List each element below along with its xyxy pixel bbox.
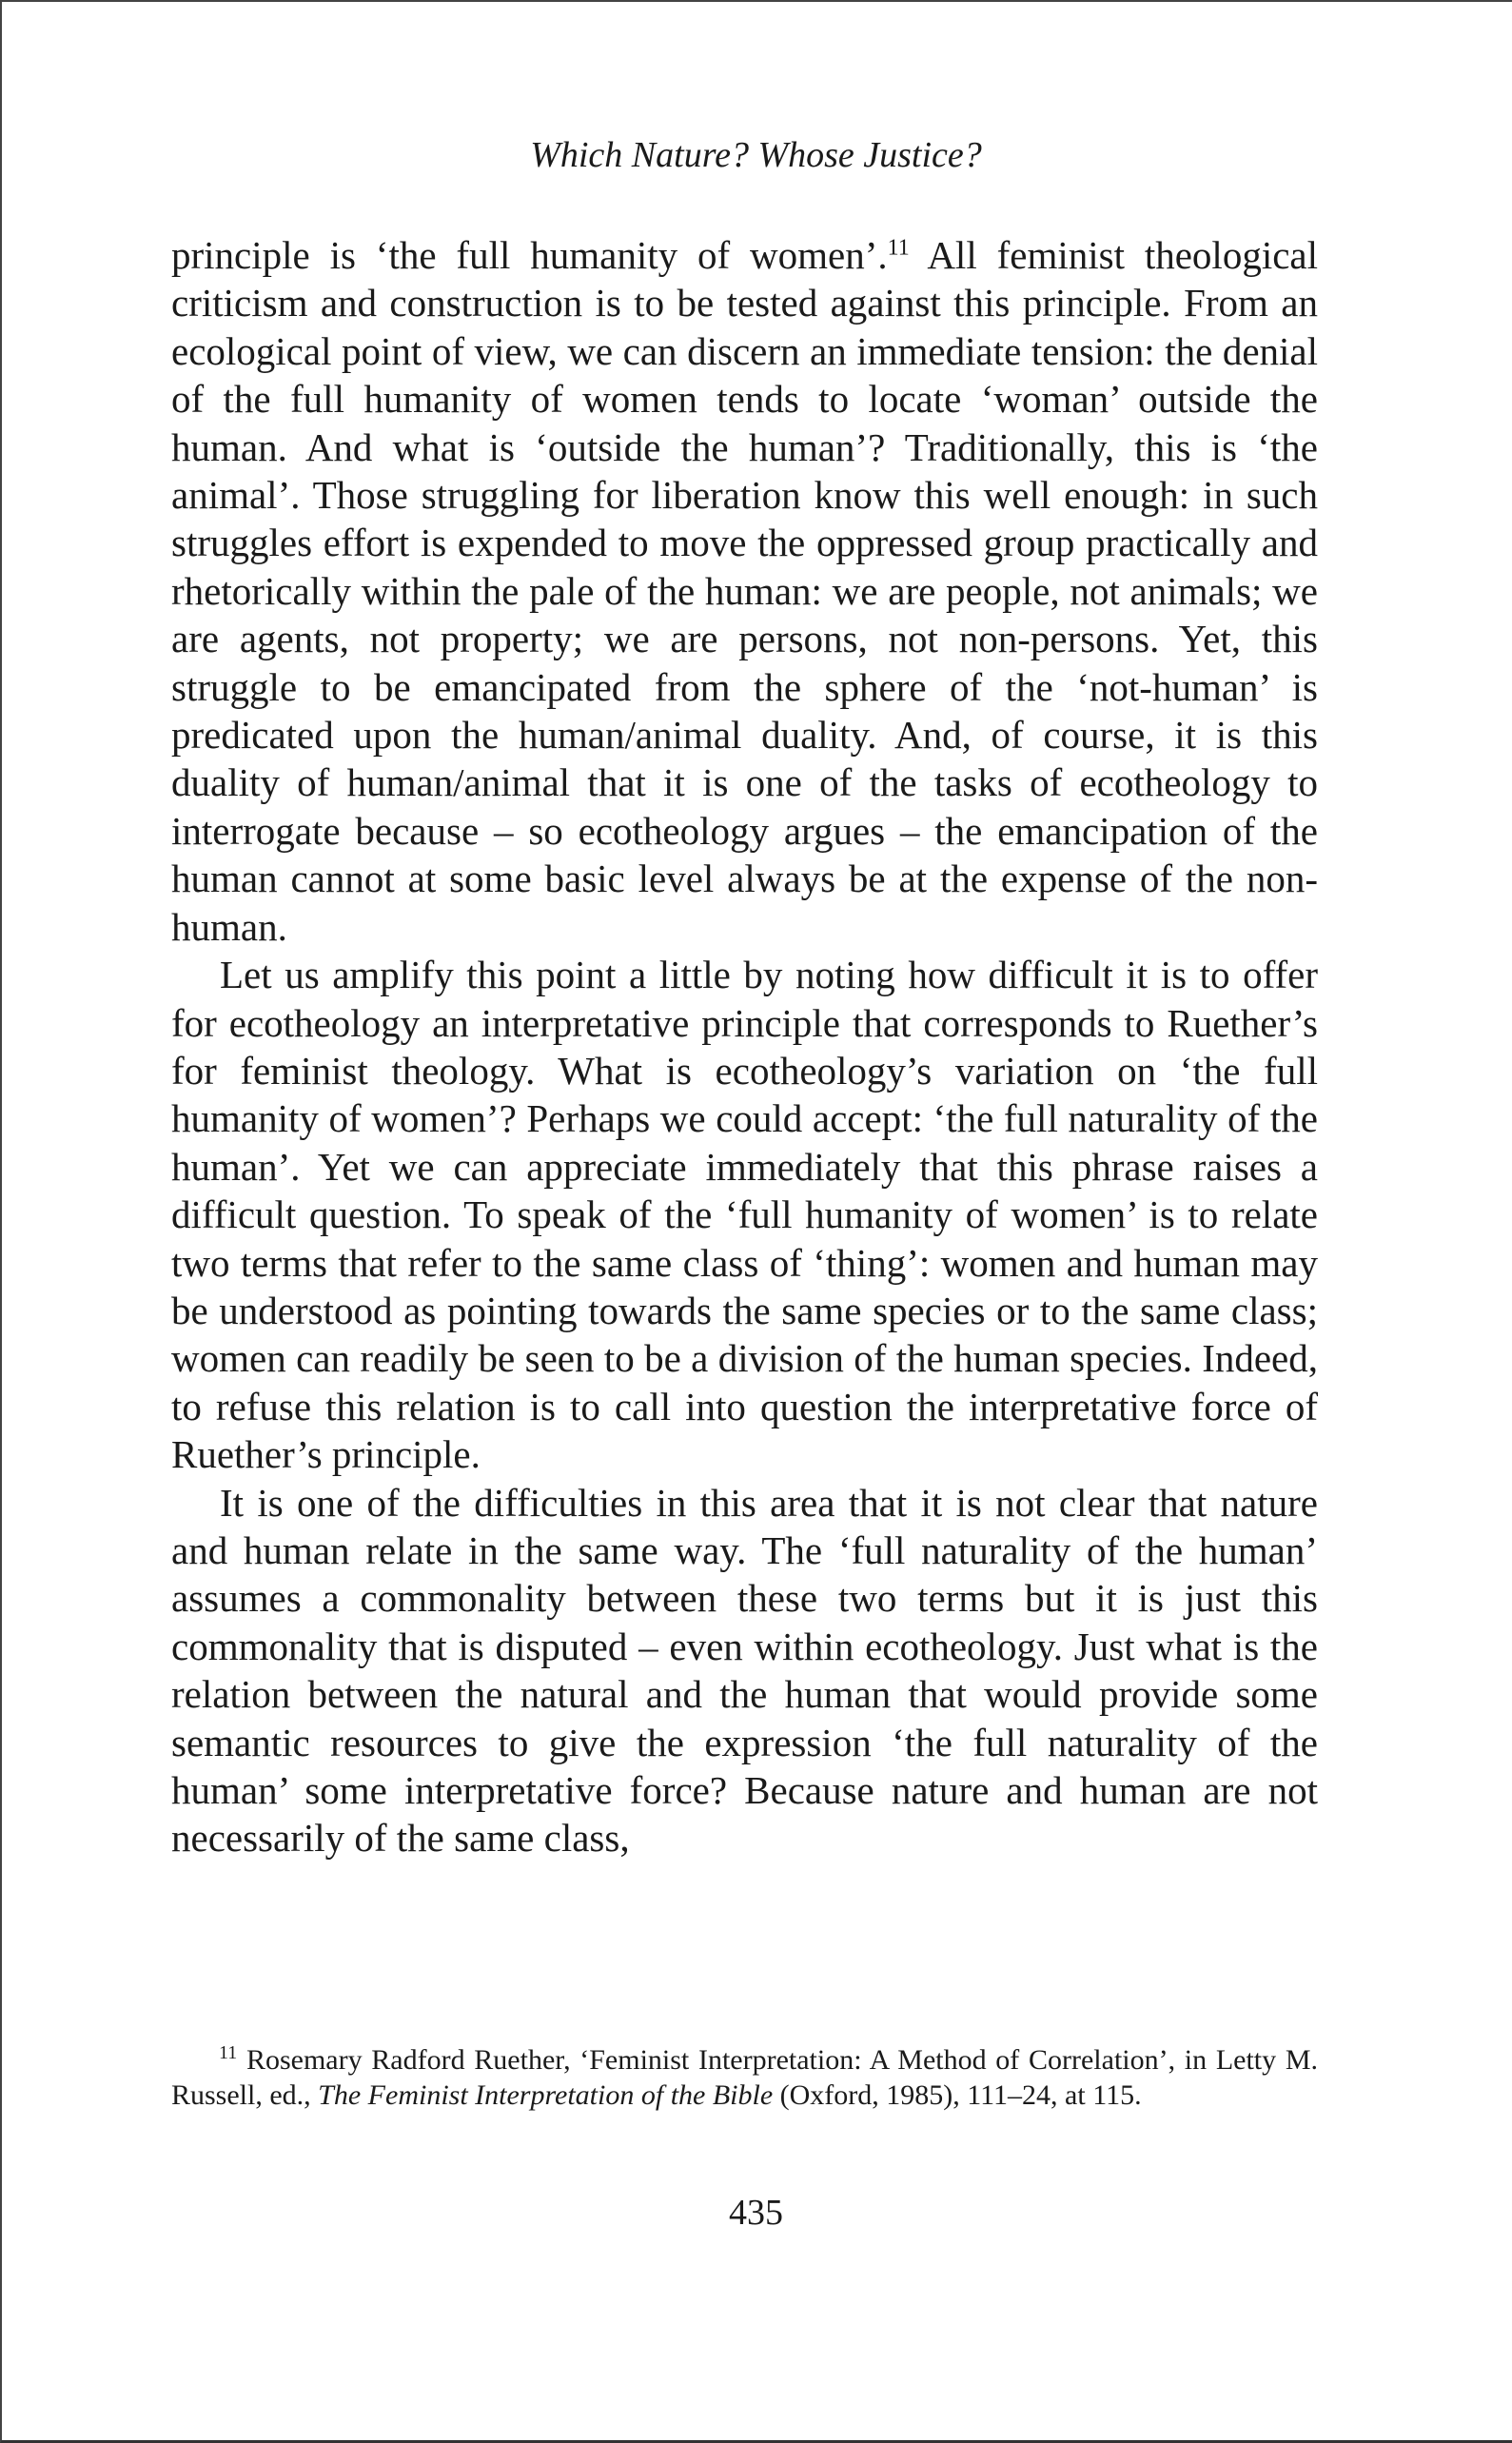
- footnote-text-before-title: Rosemary Radford Ruether, ‘Feminist Interpretation: A Method of Correlation’, in Letty M. Russell, ed.,: [171, 2044, 1319, 2111]
- footnote: [171, 2042, 1318, 2113]
- paragraph-1-opening: principle is ‘the full humanity of women’.: [171, 233, 888, 277]
- footnote-number: 11: [219, 2042, 238, 2063]
- footnote-reference[interactable]: 11: [887, 235, 910, 261]
- page-number: 435: [729, 2193, 783, 2233]
- paragraph-2: Let us amplify this point a little by noting how difficult it is to offer for ecotheology an interpretative principle that corresponds to Ruether’s for feminist theology. What is ecotheology’s variation on ‘the full humanity of women’? Perhaps we could accept: ‘the full naturality of the human’. Yet we can appreciate immediately that this phrase raises a difficult question. To speak of the ‘full humanity of women’ is to relate two terms that refer to the same class of ‘thing’: women and human may be understood as pointing towards the same species or to the same class; women can readily be seen to be a division of the human species. Indeed, to refuse this relation is to call into question the interpretative force of Ruether’s principle.: [171, 953, 1318, 1477]
- paragraph-3: It is one of the difficulties in this area that it is not clear that nature and human relate in the same way. The ‘full naturality of the human’ assumes a commonality between these two terms but it is just this commonality that is disputed – even within ecotheology. Just what is the relation between the natural and the human that would provide some semantic resources to give the expression ‘the full naturality of the human’ some interpretative force? Because nature and human are not necessarily of the same class,: [171, 1480, 1318, 1861]
- paragraph-1-body: All feminist theological criticism and construction is to be tested against this principle. From an ecological point of view, we can discern an immediate tension: the denial of the full humanity of women tends to locate ‘woman’ outside the human. And what is ‘outside the human’? Traditionally, this is ‘the animal’. Those struggling for liberation know this well enough: in such struggles effort is expended to move the oppressed group practically and rhetorically within the pale of the human: we are people, not animals; we are agents, not property; we are persons, not non-persons. Yet, this struggle to be emancipated from the sphere of the ‘not-human’ is predicated upon the human/animal duality. And, of course, it is this duality of human/animal that it is one of the tasks of ecotheology to interrogate because – so ecotheology argues – the emancipation of the human cannot at some basic level always be at the expense of the non-human.: [171, 233, 1318, 949]
- footnote-text-after-title: (Oxford, 1985), 111–24, at 115.: [773, 2079, 1142, 2111]
- body-text: [171, 231, 1318, 1862]
- running-head: Which Nature? Whose Justice?: [530, 135, 982, 175]
- footnote-book-title: The Feminist Interpretation of the Bible: [318, 2079, 774, 2111]
- paragraph-1: [171, 231, 1318, 951]
